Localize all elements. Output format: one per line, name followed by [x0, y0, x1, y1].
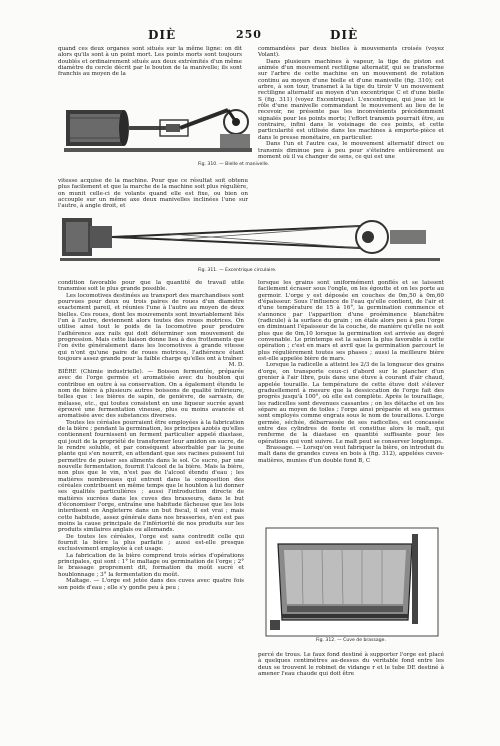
- text-column-left: [58, 280, 244, 726]
- figure-311: [60, 212, 442, 278]
- paragraph: vitesse acquise de la machine. Pour que ce résultat soit obtenu plus facilement et que la marche de la machine soit plus régulière, on munit celle-ci de volants quand elle est fixe, ou bien on accouple sur un même axe deux manivelles inclinées l'une sur l'autre, à angle droit, et: [58, 178, 248, 210]
- text-block-top-right: [258, 46, 444, 236]
- paragraph: condition favorable pour que la quantité de travail utile transmise soit le plus grande possible.: [58, 280, 244, 293]
- running-head-right: DIÈ: [330, 28, 359, 42]
- article-head-biere: BIÈRE (Chimie industrielle). — Boisson fermentée, préparée avec de l'orge germée et aromatisée avec du houblon qui contribue en outre à sa conservation. On a également étendu le nom de bière à plusieurs autres boissons de qualité inférieure, telles que : les bières de sapin, de genièvre, de sarrasin, de mélasse, etc., qui toutes consistent en une liqueur sucrée ayant éprouvé une fermentation vineuse, plus ou moins avancée et aromatisée avec des substances diverses.: [58, 368, 244, 420]
- paragraph: Dans l'un et l'autre cas, le mouvement alternatif direct ou transmis diminue peu à peu pour s'éteindre entièrement au moment où il va changer de sens, ce qui est une: [258, 141, 444, 160]
- paragraph: percé de trous. Le faux fond destiné à supporter l'orge est placé à quelques centimètres au-dessus du véritable fond entre les deux se trouvent le robinet de vidange r et le tube DE destiné à amener l'eau chaude qui doit être: [258, 652, 444, 678]
- paragraph: La fabrication de la bière comprend trois séries d'opérations principales, qui sont : 1° le maltage ou germination de l'orge ; 2° le brassage proprement dit, formation du moût sucré et houblonnage ; 3° la fermentation du moût.: [58, 552, 244, 578]
- figure-310: [60, 88, 270, 176]
- paragraph: Les locomotives destinées au transport des marchandises sont pourvues pour deux ou trois paires de roues d'un diamètre exactement pareil, et réunies l'une à l'autre au moyen de deux bielles. Ces roues, dont les mouvements sont invariablement liés l'un à l'autre, deviennent alors toutes des roues motrices. On utilise ainsi tout le poids de la locomotive pour produire l'adhérence aux rails qui doit déterminer son mouvement de progression. Mais cette liaison donne lieu à des frottements que l'on évite généralement dans les locomotives à grande vitesse qui n'ont qu'une paire de roues motrices, l'adhérence étant toujours assez grande pour la faible charge qu'elles ont à traîner.: [58, 292, 244, 363]
- running-head-left: DIÈ: [148, 28, 177, 42]
- page-number: 250: [236, 28, 262, 41]
- text-block-mid-left: [58, 178, 248, 210]
- brewing-vat-illustration: [262, 524, 442, 648]
- paragraph: De toutes les céréales, l'orge est sans contredit celle qui fournit la bière la plus parfaite ; aussi est-elle presque exclusivement employée à cet usage.: [58, 533, 244, 553]
- paragraph: commandées par deux bielles à mouvements croisés (voyez Volant).: [258, 46, 444, 59]
- paragraph: Toutes les céréales pourraient être employées à la fabrication de la bière ; pendant la germination, les principes azotés qu'elles contiennent fournissent un ferment particulier appelé diastase, qui jouit de la propriété de transformer leur amidon en sucre, de le rendre soluble, et par conséquent absorbable par la jeune plante qui s'en nourrit, en attendant que ses racines puissent lui permettre de puiser ses aliments dans le sol. Ce sucre, par une nouvelle fermentation, fournit l'alcool de la bière. Mais la bière, non plus que le vin, n'est pas de l'alcool étendu d'eau ; les matières nombreuses qui entrent dans la composition des céréales contribuent en même temps que le houblon à lui donner ses qualités particulières ; aussi l'introduction directe de matières sucrées dans les cuves des brasseurs, dans le but d'économiser l'orge, entraîne une habitude fâcheuse que les lois interdisent en Angleterre dans un but fiscal, il est vrai ; mais cette habitude, assez générale dans nos brasseries, n'en est pas moins la cause principale de l'infériorité de nos produits sur les produits similaires anglais ou allemands.: [58, 419, 244, 534]
- paragraph: Lorsque la radicelle a atteint les 2/3 de la longueur des grains d'orge, on transporte ceux-ci d'abord sur le plancher d'un grenier à l'air libre, puis dans une étuve à courant d'air chaud, appelée touraille. La température de cette étuve doit s'élever graduellement à mesure que la dessiccation de l'orge fait des progrès jusqu'à 100°, où elle est complète. Après le touraillage, les radicelles sont devenues cassantes ; on les détache et on les sépare au moyen de toiles ; l'orge ainsi préparée et ses germes sont employés comme engrais sous le nom de touraillons. L'orge germée, séchée, débarrassée de ses radicelles, est concassée entre des cylindres de fonte et constitue alors le malt, qui renferme de la diastase en quantité suffisante pour les opérations qui vont suivre. Le malt peut se conserver longtemps.: [258, 362, 444, 445]
- paragraph: Maltage. — L'orge est jetée dans des cuves avec quatre fois son poids d'eau ; elle s'y gonfle peu à peu ;: [58, 578, 244, 591]
- text-block-top-left: [58, 46, 242, 84]
- paragraph: quand ces deux organes sont situés sur la même ligne: on dit alors qu'ils sont à un point mort. Les points morts sont toujours doublés et ordinairement situés aux deux extrémités d'un même diamètre du cercle décrit par le bouton de la manivelle; ils sont franchis au moyen de la: [58, 46, 242, 78]
- text-column-right: [258, 280, 444, 518]
- paragraph: Brassage. — Lorsqu'on veut fabriquer la bière, on introduit du malt dans de grandes cuves en bois à (fig. 312), appelées cuves-matières, munies d'un double fond B, C: [258, 444, 444, 464]
- paragraph: lorsque les grains sont uniformément gonflés et se laissent facilement écraser sous l'ongle, on les égoutte et on les porte au germoir. L'orge y est déposée en couches de 0m,50 à 0m,60 d'épaisseur. Sous l'influence de l'eau qu'elle contient, de l'air et d'une température de 15 à 16°, la germination commence et s'annonce par l'apparition d'une proéminence blanchâtre (radicule) à la surface du grain ; on étale alors peu à peu l'orge en diminuant l'épaisseur de la couche, de manière qu'elle ne soit plus que de 0m,10 lorsque la germination est arrivée au degré convenable. Le printemps est la saison la plus favorable à cette opération ; c'est en mars et avril que la germination parcourt le plus régulièrement toutes ses phases ; aussi la meilleure bière est-elle appelée bière de mars.: [258, 280, 444, 363]
- figure-312-caption: Fig. 312. — Cuve de brassage.: [316, 638, 386, 643]
- text-block-bottom-right: [258, 652, 444, 692]
- figure-311-caption: Fig. 311. — Excentrique circulaire.: [198, 268, 277, 273]
- figure-310-caption: Fig. 310. — Bielle et manivelle.: [198, 162, 270, 167]
- figure-312: [262, 524, 442, 648]
- author-signature: M. D.: [228, 362, 244, 369]
- paragraph: Dans plusieurs machines à vapeur, la tige du piston est animée d'un mouvement rectiligne alternatif, qui se transforme sur l'arbre de cette machine en un mouvement de rotation continu au moyen d'une bielle et d'une manivelle (fig. 310); cet arbre, à son tour, transmet à la tige du tiroir V un mouvement rectiligne alternatif au moyen d'un excentrique C et d'une bielle S (fig. 311) (voyez Excentrique). L'excentrique, qui joue ici le rôle d'une manivelle commandant le mouvement au lieu de le recevoir, ne présente pas les inconvénients précédemment signalés pour les points morts; l'effort transmis pourrait être, au contraire, infini dans le voisinage de ces points, et cette particularité est utilisée dans les machines à emporte-pièce et dans le presse monétaire, en particulier.: [258, 58, 444, 141]
